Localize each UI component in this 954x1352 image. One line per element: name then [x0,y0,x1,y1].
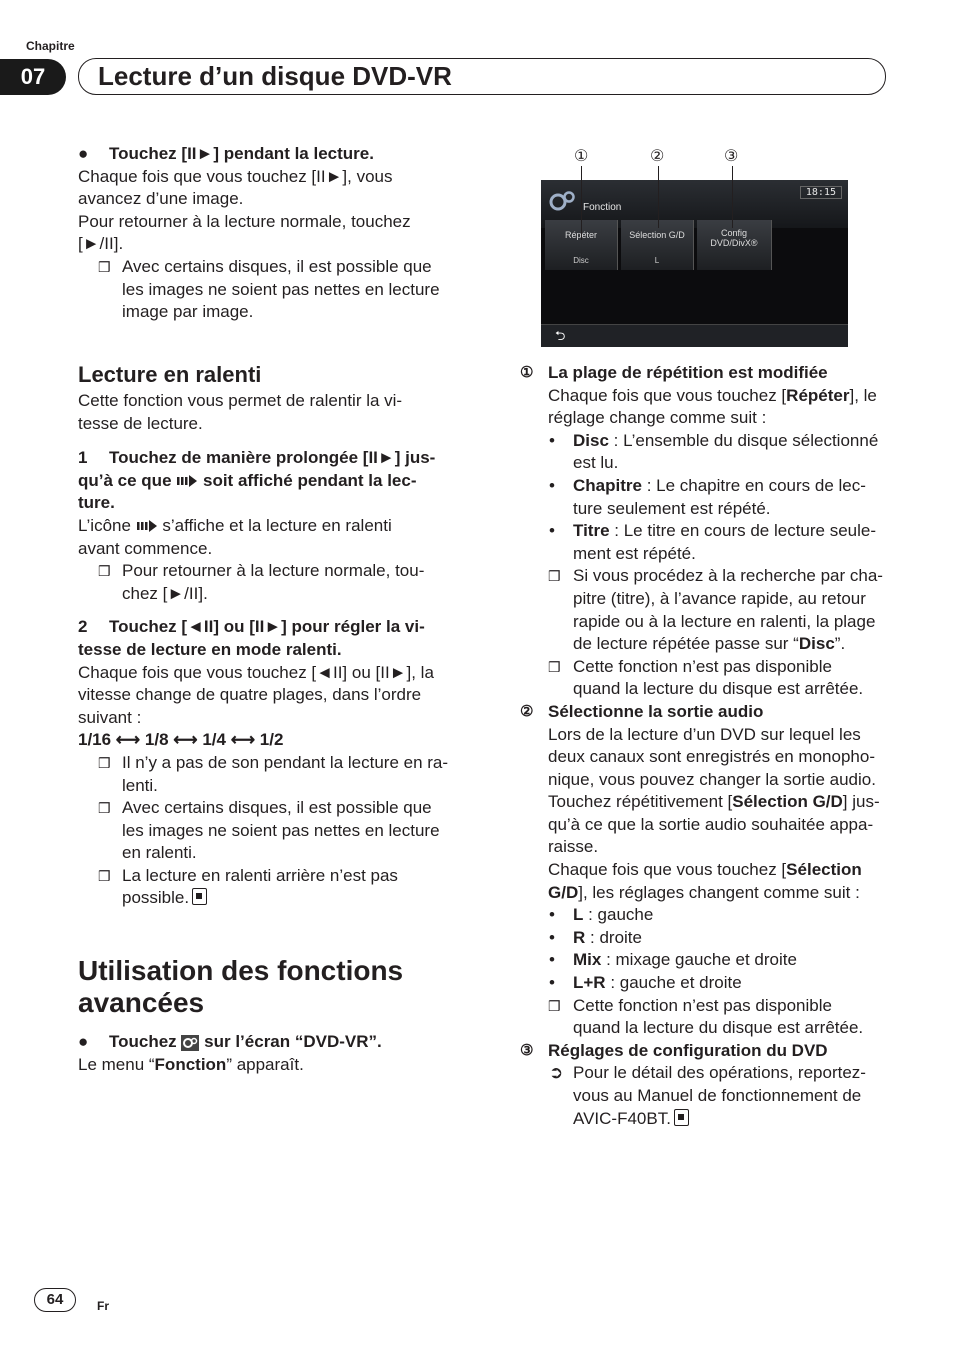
advanced-heading: avancées [78,987,205,1018]
note: ❒ Cette fonction n’est pas disponible [520,995,890,1018]
note-box-icon: ❒ [98,800,111,817]
reference-note: ➲ Pour le détail des opérations, reportez- [520,1062,890,1085]
step-1-cont: qu’à ce que soit affiché pendant la lec- [78,470,417,490]
item-2-title: ② Sélectionne la sortie audio [520,701,764,721]
chapter-title: Lecture d’un disque DVD-VR [98,61,452,91]
slow-motion-section [78,360,466,910]
slow-forward-icon [136,519,158,533]
step-2: 2 Touchez [◄II] ou [II►] pour régler la vi- [78,617,425,637]
body-text: Touchez répétitivement [Sélection G/D] jus- [548,792,880,812]
step-1-cont: ture. [78,493,115,513]
body-text: avant commence. [78,538,213,558]
page-number: 64 [34,1288,76,1312]
note-box-icon: ❒ [548,568,561,585]
end-mark-icon [192,888,207,905]
reference-note-cont: AVIC-F40BT. [520,1108,890,1131]
callout-line [732,166,733,228]
note: ❒ Si vous procédez à la recherche par cha- [520,565,890,588]
body-text: raisse. [548,837,599,857]
slow-motion-heading: Lecture en ralenti [78,362,262,387]
advanced-step: ● Touchez sur l’écran “DVD-VR”. [78,1031,466,1054]
bullet-icon: ● [78,1032,89,1051]
callout-line [658,166,659,228]
body-text: G/D], les réglages changent comme suit : [548,882,860,902]
note: ❒ Il n’y a pas de son pendant la lecture en ra- [78,752,466,775]
callout-1: ① [574,148,589,165]
body-text: vitesse change de quatre plages, dans l’ordre [78,685,422,705]
note-box-icon: ❒ [98,754,111,771]
note-cont: image par image. [122,302,254,322]
note-cont: les images ne soient pas nettes en lecture [122,279,440,299]
frame-step-text: Pour retourner à la lecture normale, touchez [78,211,411,231]
note-box-icon: ❒ [98,563,111,580]
screen-clock: 18:15 [800,186,842,199]
note-cont: en ralenti. [122,843,197,863]
step-2-cont: tesse de lecture en mode ralenti. [78,639,342,659]
audio-select-value: L [654,256,660,265]
body-text: Lors de la lecture d’un DVD sur lequel les [548,724,861,744]
right-column [520,362,890,1130]
function-gear-icon [181,1035,199,1051]
note: ❒ La lecture en ralenti arrière n’est pas [78,865,466,888]
config-button[interactable] [697,220,772,270]
function-menu-screen [541,180,848,347]
arrow-icon: ➲ [549,1063,564,1083]
slow-forward-icon [176,474,198,488]
body-text: qu’à ce que la sortie audio souhaitée appa- [548,814,874,834]
frame-step-text: [►/II]. [78,234,124,254]
list-item: • Titre : Le titre en cours de lecture seule- [549,521,877,541]
body-text: Chaque fois que vous touchez [Sélection [548,860,862,880]
audio-select-label: Sélection G/D [629,230,685,240]
callout-2: ② [650,148,665,165]
list-item-cont: est lu. [573,453,619,473]
note-cont: de lecture répétée passe sur “Disc”. [573,634,846,654]
list-item-cont: ment est répété. [573,543,696,563]
list-item: • Chapitre : Le chapitre en cours de lec- [549,475,866,495]
note-box-icon: ❒ [98,867,111,884]
body-text: Cette fonction vous permet de ralentir la vi- [78,391,403,410]
advanced-section [78,955,466,1076]
note-cont: lenti. [122,775,158,795]
note: ❒ Cette fonction n’est pas disponible [520,656,890,679]
list-item: • Disc : L’ensemble du disque sélectionné [549,430,879,450]
note-box-icon: ❒ [548,997,561,1014]
gear-icon [547,188,577,214]
chapter-number: 07 [0,59,66,95]
reference-note-cont: vous au Manuel de fonctionnement de [573,1086,862,1105]
frame-step-instruction: ● Touchez [II►] pendant la lecture. [78,143,466,166]
note-cont: chez [►/II]. [122,583,208,603]
note-box-icon: ❒ [98,258,111,275]
list-item: • Mix : mixage gauche et droite [549,950,797,970]
body-text: nique, vous pouvez changer la sortie audio. [548,769,876,789]
speed-sequence: 1/16 ⟷ 1/8 ⟷ 1/4 ⟷ 1/2 [78,730,284,750]
config-button-label: Config DVD/DivX® [710,228,758,248]
frame-step-text: avancez d’une image. [78,189,244,209]
advanced-heading: Utilisation des fonctions [78,955,404,986]
body-text: Le menu “Fonction” apparaît. [78,1054,304,1074]
back-icon[interactable]: ⮌ [555,328,566,343]
note: ❒ Avec certains disques, il est possible que [78,797,466,820]
list-item-cont: ture seulement est répété. [573,498,771,518]
note-cont: rapide ou à la lecture en ralenti, la plage [573,611,876,631]
note-cont: les images ne soient pas nettes en lecture [122,820,440,840]
repeat-button-label: Répéter [564,230,598,240]
body-text: tesse de lecture. [78,413,203,433]
note-box-icon: ❒ [548,658,561,675]
note: ❒ Avec certains disques, il est possible que [78,256,466,279]
frame-step-section [78,143,466,324]
screen-title: Fonction [583,202,622,213]
frame-step-text: Chaque fois que vous touchez [II►], vous [78,166,393,186]
note-cont: quand la lecture du disque est arrêtée. [573,1018,864,1038]
list-item: • L : gauche [549,905,654,925]
step-1: 1 Touchez de manière prolongée [II►] jus- [78,448,436,468]
list-item: • L+R : gauche et droite [549,973,742,993]
callout-line [581,166,582,240]
body-text: Chaque fois que vous touchez [◄II] ou [II►], la [78,662,434,682]
note-cont: pitre (titre), à l’avance rapide, au retour [573,588,866,608]
note: ❒ Pour retourner à la lecture normale, tou- [78,560,466,583]
body-text: suivant : [78,707,142,727]
item-1-title: ① La plage de répétition est modifiée [520,363,828,382]
body-text: Chaque fois que vous touchez [Répéter], le [548,385,877,405]
bullet-icon: ● [78,144,89,163]
callout-3: ③ [724,148,739,165]
body-text: L’icône s’affiche et la lecture en ralenti [78,515,392,535]
note-cont: quand la lecture du disque est arrêtée. [573,679,864,699]
repeat-button-value: Disc [573,256,589,265]
list-item: • R : droite [549,927,642,947]
screen-footer [541,324,848,347]
language-code: Fr [97,1299,109,1313]
note-cont: possible. [78,887,466,910]
body-text: réglage change comme suit : [548,408,767,428]
end-mark-icon [674,1109,689,1126]
body-text: deux canaux sont enregistrés en monopho- [548,747,875,767]
item-3-title: ③ Réglages de configuration du DVD [520,1040,828,1060]
chapter-label: Chapitre [26,39,75,53]
